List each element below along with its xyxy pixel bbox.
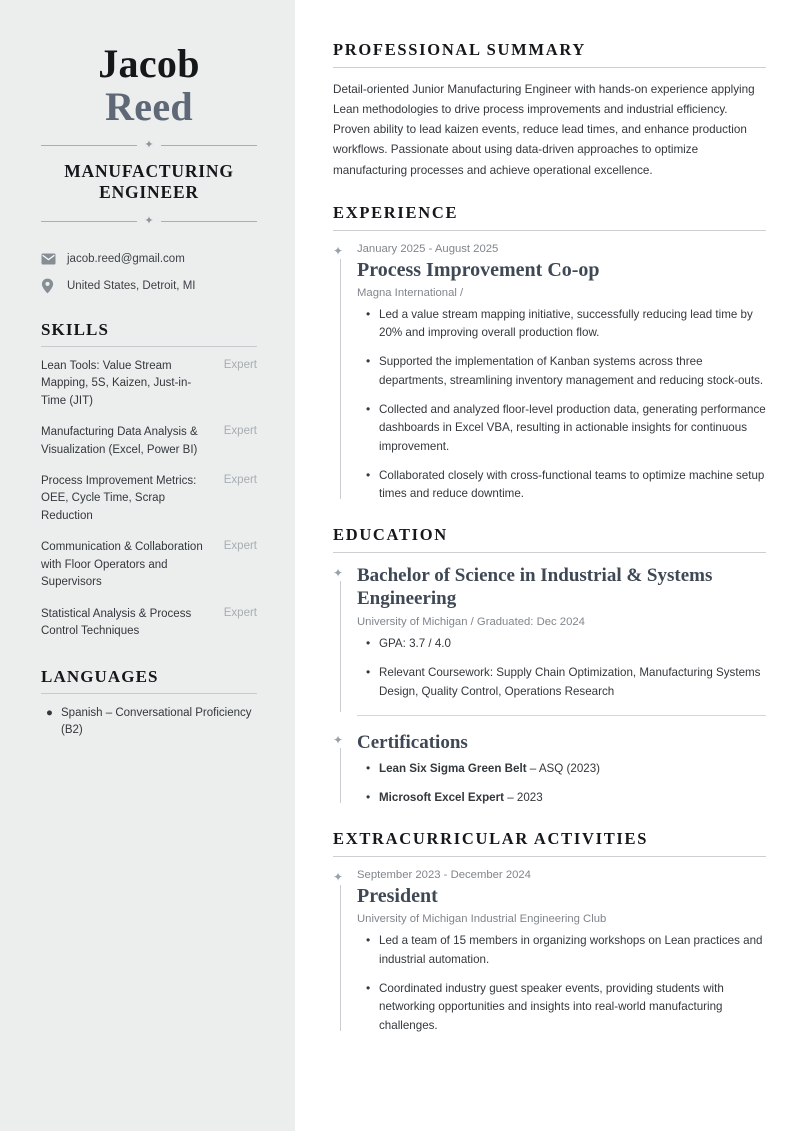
spacer: [333, 716, 766, 732]
list-item: • Led a value stream mapping initiative, successfully reducing lead time by 20% and improving overall production flow.: [377, 306, 766, 343]
degree-title: Bachelor of Science in Industrial & Systems Engineering: [357, 565, 713, 610]
certification-name: Lean Six Sigma Green Belt: [379, 761, 527, 775]
experience-bullet-list: [357, 306, 766, 504]
timeline-line: [340, 259, 341, 500]
education-separator-rule: [357, 715, 766, 716]
language-item: [41, 705, 257, 740]
skill-item: [41, 424, 257, 459]
professional-summary-text: Detail-oriented Junior Manufacturing Engineer with hands-on experience applying Lean methodologies to drive process improvements and industrial efficiency. Proven ability to lead kaizen events, reduce lead times, and enhance production workflows. Passionate about using data-driven approaches to optimize manufacturing processes and achieve operational excellence.: [333, 83, 755, 177]
professional-summary-section: [333, 40, 766, 181]
skill-level: Expert: [223, 358, 257, 371]
certifications-list: [357, 760, 766, 808]
extracurricular-bullet-list: [357, 932, 766, 1035]
extracurricular-heading-rule: [333, 856, 766, 857]
skill-name: Statistical Analysis & Process Control Techniques: [41, 607, 192, 638]
main-content: [295, 0, 800, 1131]
extracurricular-date: September 2023 - December 2024: [357, 869, 531, 882]
summary-heading-rule: [333, 67, 766, 68]
divider-line-left: [41, 145, 137, 146]
extracurricular-title: President: [357, 885, 438, 908]
map-pin-icon: [41, 278, 63, 294]
ornament-divider-top: [41, 140, 257, 151]
ornament-divider-bottom: [41, 216, 257, 227]
sparkle-icon: ✦: [333, 870, 344, 885]
divider-line-left: [41, 221, 137, 222]
experience-organization: Magna International /: [357, 286, 464, 299]
name-block: [41, 41, 257, 129]
skill-name: Lean Tools: Value Stream Mapping, 5S, Kaizen, Just-in-Time (JIT): [41, 359, 192, 407]
experience-entry: [333, 243, 766, 504]
professional-summary-heading: PROFESSIONAL SUMMARY: [333, 40, 586, 59]
contact-list: [41, 253, 257, 294]
sparkle-icon: ✦: [333, 243, 344, 258]
extracurricular-section: [333, 829, 766, 1035]
list-item: • Supported the implementation of Kanban systems across three departments, streamlining inventory management and reducing stock-outs.: [377, 353, 766, 390]
sparkle-icon: ✦: [144, 138, 154, 151]
skill-item: [41, 473, 257, 525]
contact-item-location[interactable]: [41, 278, 257, 294]
certification-detail: – 2023: [504, 791, 543, 805]
languages-section: [41, 667, 257, 740]
list-item: • Collaborated closely with cross-functional teams to optimize machine setup times and reduce downtime.: [377, 467, 766, 504]
skill-name: Manufacturing Data Analysis & Visualization (Excel, Power BI): [41, 426, 198, 456]
list-item: [377, 789, 766, 807]
sparkle-icon: ✦: [333, 732, 344, 747]
certifications-entry: [333, 732, 766, 807]
education-bullet-list: [357, 635, 766, 701]
certification-name: Microsoft Excel Expert: [379, 791, 504, 805]
skills-heading: SKILLS: [41, 319, 110, 339]
list-item: • Relevant Coursework: Supply Chain Optimization, Manufacturing Systems Design, Quality Control, Operations Research: [377, 664, 766, 701]
list-item: [377, 760, 766, 778]
skill-name: Process Improvement Metrics: OEE, Cycle Time, Scrap Reduction: [41, 475, 197, 522]
skills-heading-rule: [41, 346, 257, 347]
languages-heading-rule: [41, 693, 257, 694]
extracurricular-heading: EXTRACURRICULAR ACTIVITIES: [333, 829, 649, 849]
sparkle-icon: ✦: [333, 566, 344, 581]
list-item: • GPA: 3.7 / 4.0: [377, 635, 766, 653]
education-section: [333, 525, 766, 807]
divider-line-right: [161, 145, 257, 146]
skill-item: [41, 606, 257, 641]
certification-detail: – ASQ (2023): [526, 761, 601, 775]
email-value: jacob.reed@gmail.com: [67, 252, 185, 265]
education-heading-rule: [333, 552, 766, 553]
divider-line-right: [161, 221, 257, 222]
certifications-title: Certifications: [357, 731, 468, 753]
experience-title: Process Improvement Co-op: [357, 258, 600, 281]
skill-item: [41, 358, 257, 410]
education-heading: EDUCATION: [333, 525, 448, 545]
list-item: • Collected and analyzed floor-level production data, generating performance dashboards in Excel VBA, resulting in actionable insights for continuous improvement.: [377, 401, 766, 456]
timeline-line: [340, 885, 341, 1031]
experience-heading: EXPERIENCE: [333, 202, 459, 222]
extracurricular-entry: [333, 869, 766, 1035]
experience-section: [333, 203, 766, 504]
languages-heading: LANGUAGES: [41, 666, 159, 686]
list-item: • Led a team of 15 members in organizing workshops on Lean practices and industrial automation.: [377, 932, 766, 969]
skill-level: Expert: [223, 474, 257, 487]
first-name: Jacob: [98, 41, 200, 86]
skill-level: Expert: [223, 540, 257, 553]
skill-level: Expert: [223, 606, 257, 619]
education-entry: [333, 565, 766, 716]
job-role-title: MANUFACTURING ENGINEER: [64, 160, 234, 203]
contact-item-email[interactable]: [41, 253, 257, 265]
experience-date: January 2025 - August 2025: [357, 242, 499, 255]
location-value: United States, Detroit, MI: [67, 279, 196, 292]
bullet-icon: ●: [46, 706, 53, 719]
envelope-icon: [41, 253, 63, 265]
sidebar: [0, 0, 295, 1131]
skill-name: Communication & Collaboration with Floor Operators and Supervisors: [41, 541, 203, 589]
extracurricular-organization: University of Michigan Industrial Engineering Club: [357, 913, 607, 926]
list-item: • Coordinated industry guest speaker events, providing students with networking opportunities and insights into real-world manufacturing challenges.: [377, 980, 766, 1035]
university-name: University of Michigan / Graduated: Dec 2024: [357, 616, 585, 629]
timeline-line: [340, 748, 341, 803]
experience-heading-rule: [333, 230, 766, 231]
skill-item: [41, 539, 257, 591]
skills-section: [41, 320, 257, 641]
language-text: Spanish – Conversational Proficiency (B2): [61, 706, 252, 737]
skill-level: Expert: [223, 425, 257, 438]
last-name: Reed: [105, 83, 193, 129]
timeline-line: [340, 581, 341, 712]
sparkle-icon: ✦: [144, 214, 154, 227]
